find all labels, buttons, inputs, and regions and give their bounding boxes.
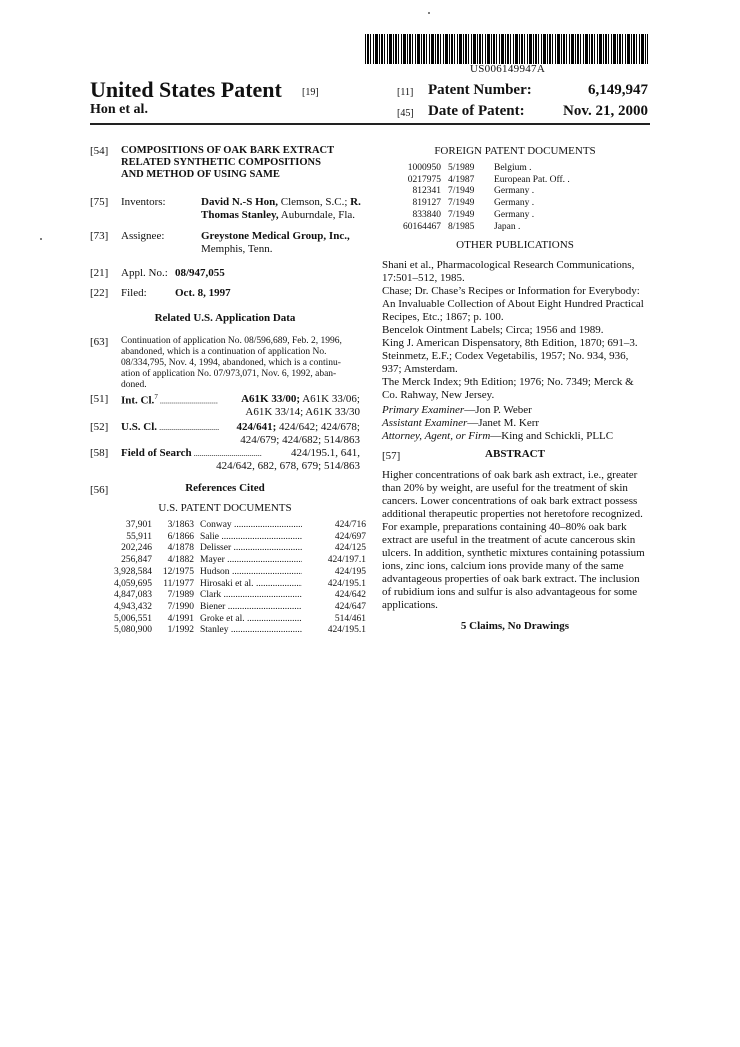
us-patent-class: 424/195.1 [302, 625, 366, 635]
foreign-patent-number: 60164467 [403, 221, 441, 232]
intcl-line-1 [234, 393, 360, 405]
authors: Hon et al. [90, 102, 148, 117]
claims-summary: 5 Claims, No Drawings [460, 620, 570, 632]
abstract-tag: [57] [382, 450, 401, 462]
search-line-1: 424/195.1, 641, [290, 447, 360, 459]
us-patent-class: 514/461 [302, 614, 366, 624]
continuation-tag: [63] [90, 336, 109, 348]
barcode [365, 34, 648, 64]
assistant-examiner: —Janet M. Kerr [467, 417, 540, 429]
foreign-patent-date: 4/1987 [448, 174, 475, 185]
foreign-heading: FOREIGN PATENT DOCUMENTS [434, 145, 596, 157]
pub-line: Recipes, Etc.; 1867; p. 100. [382, 311, 504, 323]
us-patent-class: 424/647 [302, 602, 366, 612]
uscl-line-1 [230, 421, 360, 433]
us-patent-inventor: Biener ..... [200, 602, 362, 612]
us-patent-number: 4,943,432 [114, 601, 152, 612]
assignee-value [201, 230, 350, 256]
attorney: —King and Schickli, PLLC [490, 430, 614, 442]
us-patent-inventor: Clark ..... [200, 590, 362, 600]
intcl-primary: A61K 33/00; [241, 393, 301, 405]
continuation-line: 08/334,795, Nov. 4, 1994, abandoned, which is a continu- [121, 358, 341, 368]
us-patent-number: 55,911 [126, 531, 152, 542]
assignee-name: Greystone Medical Group, Inc., [201, 230, 350, 242]
us-patent-date: 12/1975 [162, 566, 194, 577]
date-tag: [45] [397, 108, 414, 119]
appl-number: 08/947,055 [175, 267, 225, 279]
uscl-dots: .............................. [157, 423, 220, 432]
other-pubs-heading: OTHER PUBLICATIONS [456, 239, 574, 251]
appl-label: Appl. No.: [121, 267, 168, 279]
intcl-label: Int. Cl. [121, 394, 155, 407]
search-dots: .................................. [191, 449, 262, 458]
foreign-patent-number: 833840 [412, 209, 441, 220]
pub-line: Shani et al., Pharmacological Research Communications, [382, 259, 635, 271]
scan-speck [40, 238, 42, 240]
continuation-text [121, 336, 359, 391]
invention-title-line: COMPOSITIONS OF OAK BARK EXTRACT [121, 145, 335, 156]
intcl-line-2: A61K 33/14; A61K 33/30 [245, 406, 360, 418]
intcl-sup: 7 [154, 393, 158, 401]
intcl-dots: ............................. [157, 396, 218, 406]
invention-title [121, 145, 334, 181]
foreign-patent-country: Germany . [494, 198, 535, 209]
us-patent-inventor: Groke et al. ..... [200, 614, 362, 624]
refs-tag: [56] [90, 484, 109, 496]
invention-title-line: AND METHOD OF USING SAME [121, 169, 280, 180]
us-patent-inventor: Hudson ..... [200, 567, 362, 577]
barcode-number: US006149947A [470, 63, 546, 75]
abstract-line: ulcers. In addition, synthetic mixtures containing potassium [382, 547, 645, 559]
us-patent-date: 4/1878 [167, 543, 194, 554]
us-patent-number: 5,080,900 [114, 625, 152, 636]
abstract-heading: ABSTRACT [485, 448, 545, 460]
us-patent-date: 11/1977 [163, 578, 194, 589]
foreign-patent-date: 7/1949 [448, 209, 475, 220]
foreign-patent-country: Germany . [494, 186, 535, 197]
foreign-patent-date: 5/1989 [448, 163, 475, 173]
document-title: United States Patent [90, 77, 282, 102]
foreign-patent-date: 8/1985 [448, 221, 475, 232]
search-label: Field of Search [121, 447, 192, 459]
foreign-patent-country: Japan . [494, 221, 521, 232]
us-patent-date: 4/1991 [167, 613, 194, 624]
refs-heading: References Cited [185, 482, 265, 494]
us-patent-class: 424/125 [302, 543, 366, 553]
us-patent-class: 424/716 [302, 520, 366, 530]
pub-line: The Merck Index; 9th Edition; 1976; No. 7349; Merck & [382, 376, 634, 388]
patent-number-tag: [11] [397, 87, 414, 98]
abstract-line: extract are useful in the treatment of acute cancerous skin [382, 534, 636, 546]
foreign-patent-country: Germany . [494, 209, 535, 220]
us-patent-inventor: Salie ..... [200, 532, 362, 542]
related-heading: Related U.S. Application Data [154, 312, 296, 324]
patent-number-label: Patent Number: [428, 82, 532, 98]
pub-line: Steinmetz, E.F.; Codex Vegetabilis, 1957; No. 934, 936, [382, 350, 629, 362]
uscl-line-2: 424/679; 424/682; 514/863 [240, 434, 360, 446]
us-patent-date: 1/1992 [167, 625, 194, 636]
uscl-tag: [52] [90, 421, 109, 433]
us-patent-class: 424/195 [302, 567, 366, 577]
continuation-line: abandoned, which is a continuation of application No. [121, 347, 327, 357]
inventor-name: Thomas Stanley, [201, 209, 279, 221]
pub-line: King J. American Dispensatory, 8th Edition, 1870; 691–3. [382, 337, 638, 349]
us-patent-number: 37,901 [125, 520, 152, 530]
header-rule [90, 123, 650, 125]
search-tag: [58] [90, 447, 109, 459]
abstract-line: Higher concentrations of oak bark ash extract, i.e., greater [382, 469, 638, 481]
us-patent-date: 4/1882 [167, 555, 194, 566]
assignee-city: Memphis, Tenn. [201, 243, 273, 255]
foreign-patent-number: 0217975 [407, 174, 441, 185]
foreign-patent-country: European Pat. Off. . [494, 174, 570, 185]
pub-line: An Invaluable Collection of About Eight Hundred Practical [382, 298, 644, 310]
filed-tag: [22] [90, 287, 109, 299]
us-patent-number: 4,847,083 [114, 590, 152, 601]
title-tag: [19] [302, 87, 319, 98]
assignee-tag: [73] [90, 230, 109, 242]
us-patent-class: 424/697 [302, 532, 366, 542]
continuation-line: doned. [121, 380, 147, 390]
inventor-location: Auburndale, Fla. [278, 209, 356, 221]
abstract-line: of rubidium ions and sulfur is also advantageous for some [382, 586, 638, 598]
inventor-name: David N.-S Hon, [201, 196, 279, 208]
abstract-line: cancers. Lower concentrations of oak bark extract possess [382, 495, 638, 507]
patent-date: Nov. 21, 2000 [562, 103, 648, 119]
foreign-patent-number: 819127 [412, 198, 441, 209]
uscl-primary: 424/641; [236, 421, 277, 433]
pub-line: Bencelok Ointment Labels; Circa; 1956 and 1989. [382, 324, 604, 336]
us-patent-date: 7/1989 [167, 590, 194, 601]
us-patent-number: 202,246 [121, 543, 152, 554]
pub-line: Chase; Dr. Chase’s Recipes or Information for Everybody: [382, 285, 640, 297]
scan-speck [428, 12, 430, 14]
filed-date: Oct. 8, 1997 [175, 287, 231, 299]
us-patent-inventor: Hirosaki et al. ..... [200, 579, 362, 589]
other-pubs [382, 259, 652, 402]
foreign-patent-date: 7/1949 [448, 198, 475, 209]
us-patent-number: 4,059,695 [114, 578, 152, 589]
us-patent-number: 256,847 [121, 555, 152, 566]
abstract-line: advantageous properties of oak bark extract. The inclusion [382, 573, 640, 585]
inventors-value [201, 196, 361, 222]
inventors-tag: [75] [90, 196, 109, 208]
abstract-body [382, 469, 652, 612]
inventor-location: Clemson, S.C.; [278, 196, 351, 208]
uscl-label-wrap [121, 421, 219, 433]
intcl-tag: [51] [90, 393, 109, 405]
continuation-line: Continuation of application No. 08/596,689, Feb. 2, 1996, [121, 336, 342, 346]
us-patent-date: 7/1990 [167, 601, 194, 612]
us-patent-inventor: Stanley ..... [200, 625, 362, 635]
search-line-2: 424/642, 682, 678, 679; 514/863 [216, 460, 360, 472]
assistant-examiner-label: Assistant Examiner [382, 417, 468, 429]
primary-examiner: —Jon P. Weber [464, 404, 532, 416]
us-patent-inventor: Mayer ..... [200, 555, 362, 565]
pub-line: 937; Amsterdam. [382, 363, 458, 375]
us-patent-class: 424/197.1 [302, 555, 366, 565]
continuation-line: ation of application No. 07/973,071, Nov. 6, 1992, aban- [121, 369, 337, 379]
inventors-label: Inventors: [121, 196, 166, 208]
search-label-wrap [121, 447, 262, 459]
us-patent-number: 5,006,551 [114, 613, 152, 624]
us-patent-date: 3/1863 [167, 520, 194, 530]
us-docs-heading: U.S. PATENT DOCUMENTS [158, 502, 292, 514]
us-patent-inventor: Conway ..... [200, 520, 362, 530]
us-patent-date: 6/1866 [167, 531, 194, 542]
us-patent-class: 424/642 [302, 590, 366, 600]
patent-number: 6,149,947 [588, 82, 648, 98]
foreign-patent-date: 7/1949 [448, 186, 475, 197]
pub-line: 17:501–512, 1985. [382, 272, 465, 284]
foreign-patent-number: 812341 [412, 186, 441, 197]
appl-tag: [21] [90, 267, 109, 279]
inventor-initial: R. [350, 196, 361, 208]
intcl-label-wrap [121, 393, 218, 407]
foreign-patent-country: Belgium . [494, 163, 532, 173]
foreign-patent-number: 1000950 [407, 163, 441, 173]
abstract-line: For example, preparations containing 40–80% oak bark [382, 521, 627, 533]
filed-label: Filed: [121, 287, 147, 299]
date-label: Date of Patent: [428, 103, 525, 119]
us-patent-inventor: Delisser ..... [200, 543, 362, 553]
examiners [382, 404, 613, 443]
us-patent-number: 3,928,584 [114, 566, 152, 577]
title-field-tag: [54] [90, 145, 109, 157]
abstract-line: than 20% by weight, are useful for the treatment of skin [382, 482, 628, 494]
abstract-line: additional therapeutic properties not heretofore recognized. [382, 508, 643, 520]
invention-title-line: RELATED SYNTHETIC COMPOSITIONS [121, 157, 321, 168]
abstract-line: ions, zinc ions, calcium ions provide many of the same [382, 560, 624, 572]
abstract-line: applications. [382, 599, 438, 611]
uscl-label: U.S. Cl. [121, 421, 158, 433]
primary-examiner-label: Primary Examiner [382, 404, 465, 416]
intcl-secondary: A61K 33/06; [300, 393, 360, 405]
assignee-label: Assignee: [121, 230, 165, 242]
pub-line: Co. Rahway, New Jersey. [382, 389, 495, 401]
us-patent-class: 424/195.1 [302, 579, 366, 589]
uscl-secondary: 424/642; 424/678; [276, 421, 360, 433]
attorney-label: Attorney, Agent, or Firm [382, 430, 491, 442]
